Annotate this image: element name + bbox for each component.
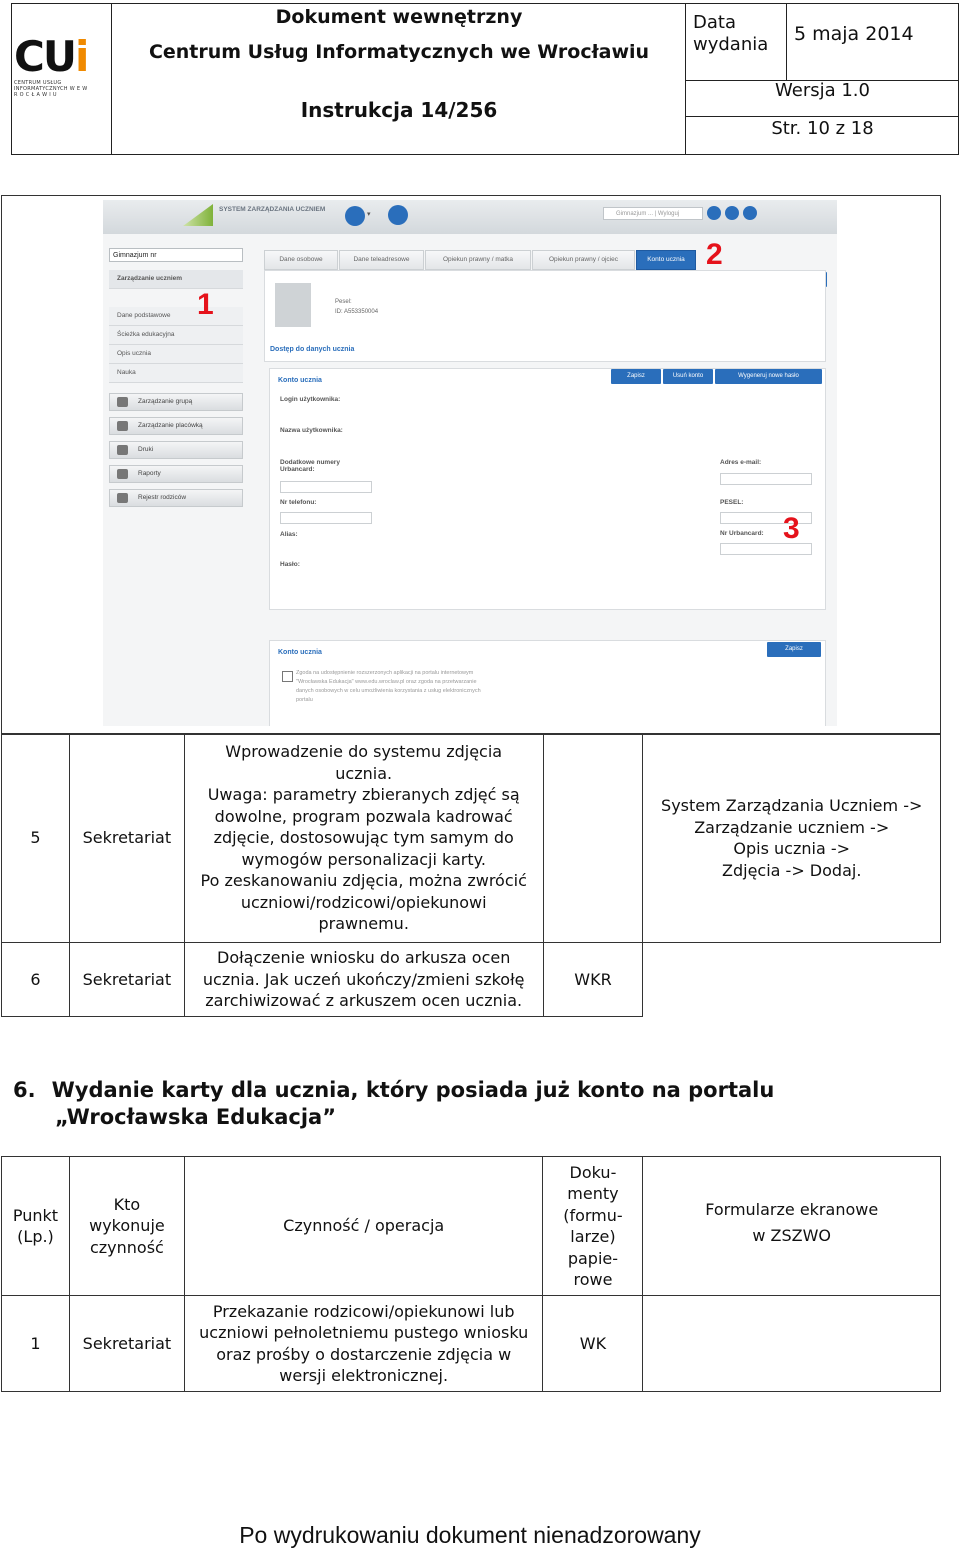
sidebar-item-opis[interactable]: Opis ucznia [109, 345, 243, 364]
access-title: Dostęp do danych ucznia [270, 346, 355, 353]
tab-opiekun-matka[interactable]: Opiekun prawny / matka [425, 250, 531, 270]
sidebar [109, 270, 243, 507]
student-id: ID: A553350004 [335, 309, 379, 315]
sidebar-btn-rejestr[interactable] [109, 489, 243, 507]
row-docs: WK [543, 1296, 643, 1392]
operation-line: ucznia. Jak uczeń ukończy/zmieni szkołę [202, 969, 525, 989]
header-docs [543, 1157, 643, 1296]
section-line-1 [13, 1077, 774, 1104]
row-forms [643, 734, 941, 943]
header-operation: Czynność / operacja [184, 1157, 543, 1296]
operation-line: wymogów personalizacji karty. [241, 849, 486, 869]
sidebar-btn-druki[interactable] [109, 441, 243, 459]
operation-line: oraz prośby o dostarczenie zdjęcia w [216, 1344, 512, 1364]
header-line: Doku- [569, 1162, 617, 1182]
chart-icon [117, 469, 128, 479]
mail-icon[interactable] [707, 206, 721, 220]
label: Rejestr rodziców [138, 494, 187, 501]
operation-line: Po zeskanowaniu zdjęcia, można zwrócić [200, 871, 527, 891]
operation-line: Wprowadzenie do systemu zdjęcia [225, 742, 503, 762]
pesel-label: Pesel: [335, 299, 352, 305]
register-icon [117, 493, 128, 503]
operation-line: zarchiwizować z arkuszem ocen ucznia. [205, 991, 523, 1011]
operation-line: zdjęcie, dostosowując tym samym do [213, 828, 514, 848]
doc-type: Dokument wewnętrzny [275, 6, 523, 28]
tabs [264, 250, 824, 268]
operation-line: wersji elektronicznej. [279, 1366, 449, 1385]
steps-table-1 [1, 733, 941, 1017]
sidebar-item-nauka[interactable]: Nauka [109, 364, 243, 383]
sidebar-btn-grupa[interactable] [109, 393, 243, 411]
table-row [2, 1296, 941, 1392]
row-operation [184, 943, 543, 1017]
row-operation [184, 1296, 543, 1392]
tab-opiekun-ojciec[interactable]: Opiekun prawny / ojciec [532, 250, 635, 270]
label: Raporty [138, 470, 161, 477]
pesel-field-label: PESEL: [720, 499, 744, 506]
section-title-1: Wydanie karty dla ucznia, który posiada już konto na portalu [51, 1078, 775, 1102]
header-line: papie- [567, 1248, 619, 1268]
password-label: Hasło: [280, 561, 300, 568]
app-topbar [103, 200, 837, 234]
label: Zarządzanie placówką [138, 422, 203, 429]
login-label: Login użytkownika: [280, 396, 341, 403]
delete-account-button[interactable]: Usuń konto [663, 369, 713, 384]
phone-field[interactable] [280, 512, 372, 524]
school-select[interactable]: Gimnazjum nr [109, 248, 243, 262]
table-row [2, 943, 941, 1017]
avatar [275, 283, 311, 327]
row-docs: WKR [543, 943, 643, 1017]
tab-dane-teleadresowe[interactable]: Dane teleadresowe [339, 250, 424, 270]
header-line: Formularze ekranowe [705, 1200, 879, 1219]
system-name: SYSTEM ZARZĄDZANIA UCZNIEM [219, 206, 326, 213]
org-name: Centrum Usług Informatycznych we Wrocławiu [148, 41, 650, 63]
header-who [69, 1157, 184, 1296]
operation-line: uczniowi/rodzicowi/opiekunowi [240, 892, 487, 912]
row-lp: 1 [2, 1296, 70, 1392]
label: Druki [138, 446, 154, 453]
footer-note: Po wydrukowaniu dokument nienadzorowany [239, 1522, 701, 1548]
header-line: rowe [573, 1270, 613, 1289]
consent-title: Konto ucznia [278, 649, 322, 656]
tab-dane-osobowe[interactable]: Dane osobowe [264, 250, 338, 270]
header-forms [643, 1157, 941, 1296]
row-operation [184, 734, 543, 943]
tools-icon [117, 421, 128, 431]
forms-line: Zdjęcia -> Dodaj. [722, 860, 862, 880]
power-icon[interactable] [743, 206, 757, 220]
sidebar-btn-placowka[interactable] [109, 417, 243, 435]
date-label: Data wydania [693, 12, 769, 55]
email-label: Adres e-mail: [720, 459, 762, 466]
row-docs [543, 734, 643, 943]
page-number: Str. 10 z 18 [771, 118, 874, 139]
consent-save-button[interactable]: Zapisz [767, 642, 821, 657]
urbancard-extra-field[interactable] [280, 481, 372, 493]
row-forms [643, 1296, 941, 1392]
instruction-number: Instrukcja 14/256 [300, 98, 498, 122]
phone-label: Nr telefonu: [280, 499, 317, 506]
header-line: menty [567, 1184, 619, 1203]
label: Zarządzanie grupą [138, 398, 193, 405]
header-lp [2, 1157, 70, 1296]
account-panel [269, 368, 826, 610]
logo-subtitle: CENTRUM USŁUG INFORMATYCZNYCH W E W R O C Ł A W I U [14, 80, 88, 98]
row-who: Sekretariat [69, 734, 184, 943]
table-header-row [2, 1157, 941, 1296]
consent-panel [269, 640, 826, 726]
operation-line: uczniowi pełnoletniemu pustego wniosku [199, 1323, 529, 1342]
row-who: Sekretariat [69, 943, 184, 1017]
logo-mark: CUi [14, 32, 88, 81]
sidebar-item-sciezka[interactable]: Ścieżka edukacyjna [109, 326, 243, 345]
tab-konto-ucznia[interactable]: Konto ucznia [636, 250, 696, 270]
operation-line: Uwaga: parametry zbieranych zdjęć są [207, 785, 520, 805]
consent-text: Zgoda na udostępnienie rozszerzonych aplikacji na portalu internetowym "Wrocławska Edukacja" www.edu.wroclaw.pl oraz zgoda na przetwarzanie danych osobowych w celu umożliwienia korzystania z usług elektronicznych portalu [296, 670, 481, 703]
dropdown-icon[interactable]: ▾ [367, 211, 371, 218]
cui-logo [14, 32, 92, 98]
marker-2: 2 [706, 238, 723, 271]
email-field[interactable] [720, 473, 812, 485]
row-forms-empty [643, 943, 941, 1017]
operation-line: ucznia. [335, 763, 393, 783]
account-title: Konto ucznia [278, 377, 322, 384]
header-line: (formu- [563, 1205, 623, 1225]
sidebar-header[interactable]: Zarządzanie uczniem [109, 270, 243, 289]
row-lp: 5 [2, 734, 70, 943]
section-title-2: „Wrocławska Edukacja” [55, 1105, 337, 1129]
student-summary-panel [264, 270, 826, 362]
header-line: larze) [570, 1227, 616, 1246]
help-icon[interactable] [725, 206, 739, 220]
header-line: (Lp.) [17, 1227, 54, 1246]
urbancard-extra-label: Dodatkowe numery Urbancard: [280, 459, 340, 473]
save-button[interactable]: Zapisz [611, 369, 661, 384]
generate-password-button[interactable]: Wygeneruj nowe hasło [715, 369, 822, 384]
header-line: wykonuje [89, 1216, 165, 1236]
operation-line: Przekazanie rodzicowi/opiekunowi lub [212, 1301, 515, 1321]
print-icon [117, 445, 128, 455]
steps-table-2 [1, 1156, 941, 1392]
sidebar-btn-raporty[interactable] [109, 465, 243, 483]
section-heading [13, 1077, 774, 1131]
section-number: 6. [13, 1078, 36, 1102]
alias-label: Alias: [280, 531, 298, 538]
version: Wersja 1.0 [775, 80, 870, 101]
header-line: czynność [89, 1237, 164, 1257]
forms-line: Opis ucznia -> [733, 839, 851, 858]
header-line: Kto [113, 1194, 141, 1214]
urbancard-label: Nr Urbancard: [720, 530, 764, 537]
forms-line: Zarządzanie uczniem -> [694, 817, 890, 837]
username-label: Nazwa użytkownika: [280, 427, 343, 434]
marker-1: 1 [197, 288, 214, 321]
system-logo-icon [183, 204, 213, 226]
home-icon[interactable] [388, 205, 408, 225]
row-who: Sekretariat [69, 1296, 184, 1392]
group-icon [117, 397, 128, 407]
operation-line: Dołączenie wniosku do arkusza ocen [217, 948, 511, 968]
sidebar-item-dane-podstawowe[interactable]: Dane podstawowe [109, 307, 243, 326]
table-row [2, 734, 941, 943]
header-line: Punkt [12, 1205, 59, 1225]
embedded-screenshot [103, 200, 837, 726]
back-icon[interactable] [345, 206, 365, 226]
search-input[interactable]: Gimnazjum ... | Wyloguj [603, 207, 703, 220]
header-line: w ZSZWO [752, 1225, 832, 1245]
forms-line: System Zarządzania Uczniem -> [661, 796, 923, 815]
row-lp: 6 [2, 943, 70, 1017]
marker-3: 3 [783, 512, 800, 545]
date-value: 5 maja 2014 [794, 23, 914, 45]
operation-line: prawnemu. [318, 914, 409, 934]
operation-line: dowolne, program pozwala kadrować [214, 806, 513, 826]
